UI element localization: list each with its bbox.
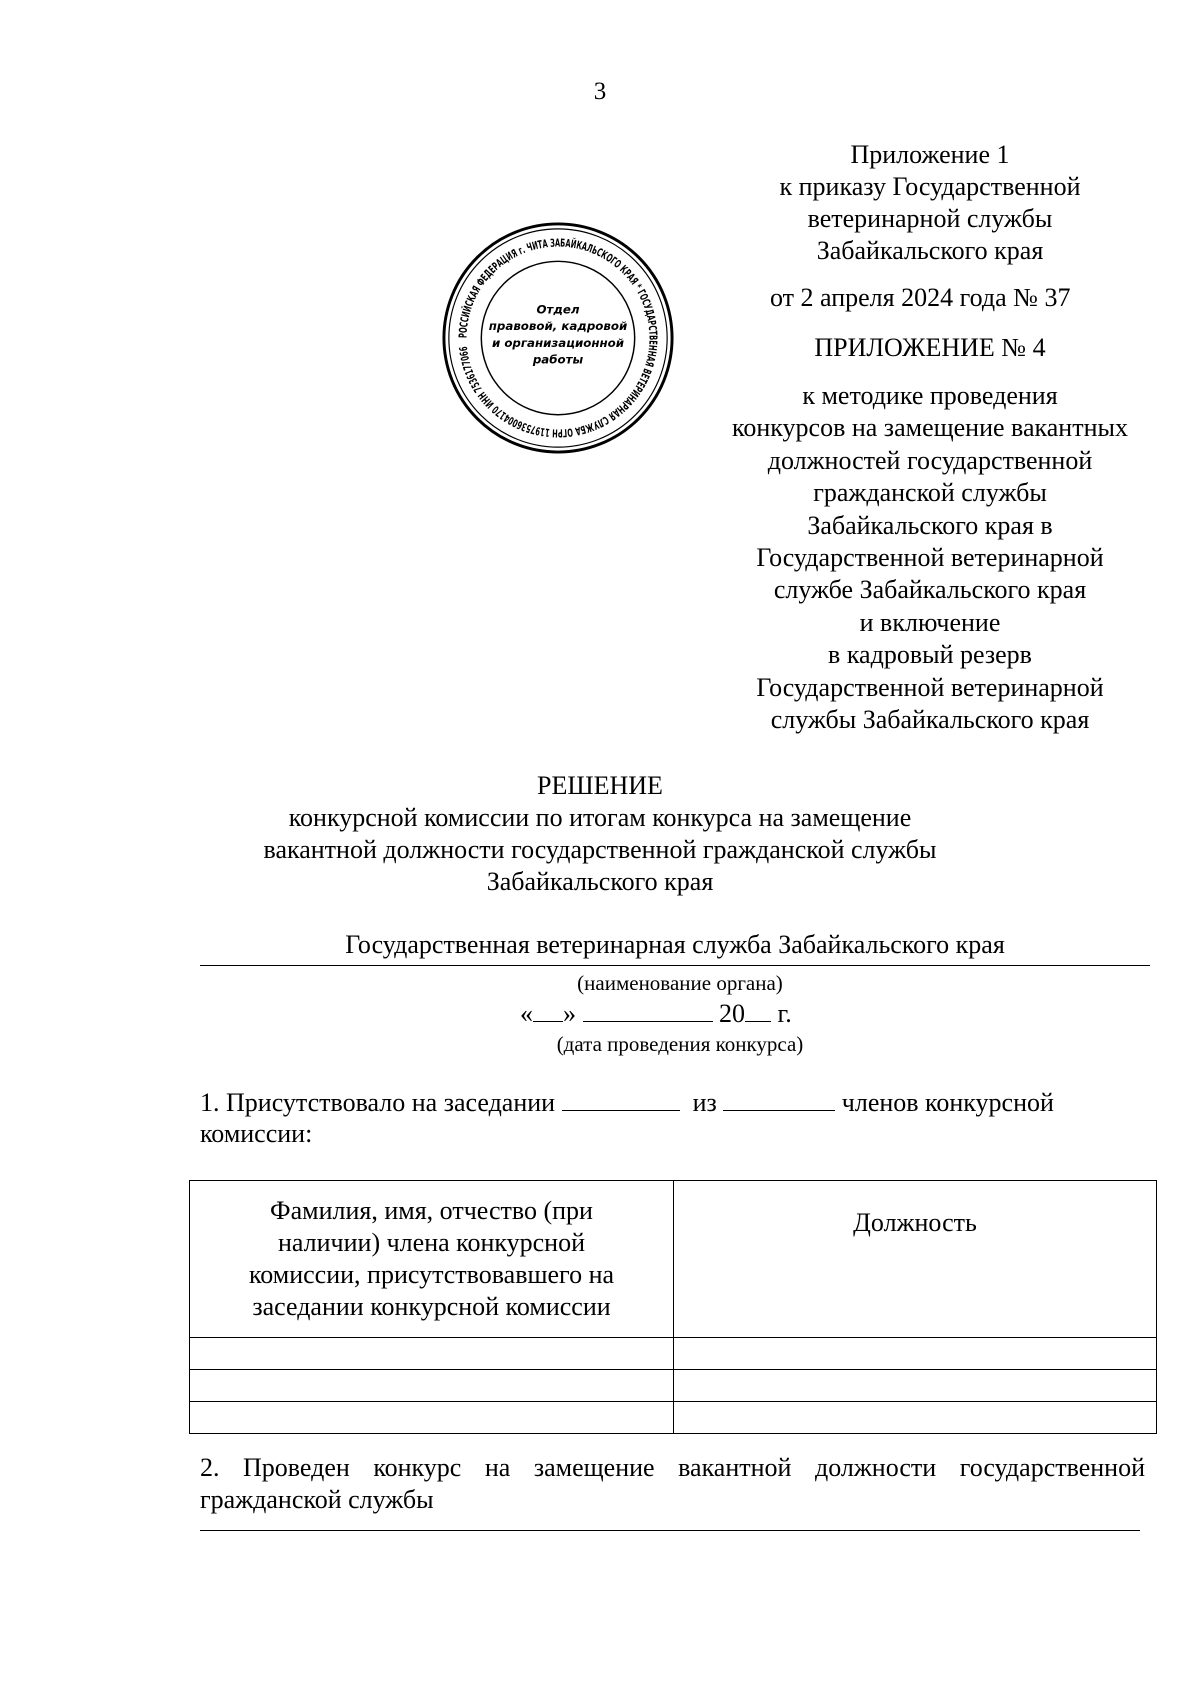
position-name-blank[interactable] xyxy=(200,1530,1140,1531)
annex-line: Приложение 1 xyxy=(850,140,1010,169)
organ-caption: (наименование органа) xyxy=(577,971,783,995)
svg-text:работы: работы xyxy=(532,352,584,367)
methodology-line: Государственной ветеринарной xyxy=(756,672,1104,702)
organ-name: Государственная ветеринарная служба Забайкальского края xyxy=(345,930,1005,959)
decision-subtitle-line: конкурсной комиссии по итогам конкурса на замещение xyxy=(288,803,912,832)
year-blank[interactable] xyxy=(745,997,771,1022)
decision-subtitle-line: Забайкальского края xyxy=(486,867,714,896)
attendance-text: 1. Присутствовало на заседании xyxy=(200,1088,556,1117)
methodology-line: Забайкальского края в xyxy=(807,510,1053,540)
annex-line: к приказу Государственной xyxy=(779,172,1081,201)
appendix-title xyxy=(700,332,1160,364)
date-close-quote: » xyxy=(563,999,576,1028)
methodology-line: гражданской службы xyxy=(813,478,1047,508)
section-2-line: 2. Проведен конкурс на замещение вакантной должности государственной xyxy=(200,1453,1145,1482)
order-date: от 2 апреля 2024 года № 37 xyxy=(770,283,1071,312)
methodology-line: службе Забайкальского края xyxy=(773,575,1087,605)
svg-text:Отдел: Отдел xyxy=(536,302,580,317)
month-blank[interactable] xyxy=(583,997,713,1022)
year-prefix: 20 xyxy=(719,999,745,1028)
methodology-line: службы Забайкальского края xyxy=(770,704,1090,734)
appendix-title-text: ПРИЛОЖЕНИЕ № 4 xyxy=(814,333,1046,362)
page-number: 3 xyxy=(593,78,607,105)
date-caption: (дата проведения конкурса) xyxy=(556,1032,804,1056)
methodology-line: и включение xyxy=(859,607,1001,637)
header-line: заседании конкурсной комиссии xyxy=(252,1292,611,1321)
svg-text:и организационной: и организационной xyxy=(491,335,625,350)
section-2-line: гражданской службы xyxy=(200,1485,434,1514)
seal-outer-text: РОССИЙСКАЯ ФЕДЕРАЦИЯ г. ЧИТА ЗАБАЙКАЛЬСКОГО КРАЯ * ГОСУДАРСТВЕННАЯ ВЕТЕРИНАРНАЯ СЛУЖБА ОГРН 1197536004170 ИНН 7536177066 xyxy=(456,236,660,440)
header-line: Фамилия, имя, отчество (при xyxy=(270,1196,593,1225)
header-line: наличии) члена конкурсной xyxy=(277,1228,586,1257)
organ-name-underline xyxy=(200,965,1150,966)
attendance-of: из xyxy=(692,1088,717,1117)
methodology-line: Государственной ветеринарной xyxy=(756,542,1104,572)
decision-heading xyxy=(0,770,1200,898)
section-1-attendance xyxy=(200,1086,1145,1150)
header-member-name xyxy=(190,1181,674,1338)
official-seal xyxy=(440,220,676,456)
seal-inner-text xyxy=(489,302,627,366)
decision-title: РЕШЕНИЕ xyxy=(537,771,663,800)
header-line: комиссии, присутствовавшего на xyxy=(248,1260,615,1289)
position-cell[interactable] xyxy=(674,1338,1157,1370)
methodology-line: должностей государственной xyxy=(767,445,1093,475)
position-cell[interactable] xyxy=(674,1370,1157,1402)
contest-date-field xyxy=(520,997,920,1030)
decision-subtitle-line: вакантной должности государственной гражданской службы xyxy=(263,835,937,864)
methodology-line: в кадровый резерв xyxy=(828,640,1032,670)
attendance-line2: комиссии: xyxy=(200,1119,313,1148)
annex-header xyxy=(700,139,1160,267)
day-blank[interactable] xyxy=(533,997,563,1022)
table-row xyxy=(190,1338,1157,1370)
members-table xyxy=(189,1180,1157,1434)
member-name-cell[interactable] xyxy=(190,1370,674,1402)
present-count-blank[interactable] xyxy=(562,1086,680,1111)
member-name-cell[interactable] xyxy=(190,1338,674,1370)
member-name-cell[interactable] xyxy=(190,1402,674,1434)
table-row xyxy=(190,1402,1157,1434)
methodology-line: конкурсов на замещение вакантных xyxy=(732,413,1128,443)
methodology-line: к методике проведения xyxy=(802,381,1058,410)
year-suffix: г. xyxy=(777,999,792,1028)
methodology-reference xyxy=(700,380,1160,736)
svg-text:правовой, кадровой: правовой, кадровой xyxy=(488,319,628,334)
annex-line: ветеринарной службы xyxy=(807,204,1053,233)
position-cell[interactable] xyxy=(674,1402,1157,1434)
table-header-row xyxy=(190,1181,1157,1338)
annex-line: Забайкальского края xyxy=(816,236,1044,265)
total-count-blank[interactable] xyxy=(723,1086,835,1111)
attendance-members: членов конкурсной xyxy=(841,1088,1054,1117)
header-position: Должность xyxy=(674,1181,1157,1338)
table-row xyxy=(190,1370,1157,1402)
date-open-quote: « xyxy=(520,999,533,1028)
section-2-contest xyxy=(200,1452,1145,1516)
